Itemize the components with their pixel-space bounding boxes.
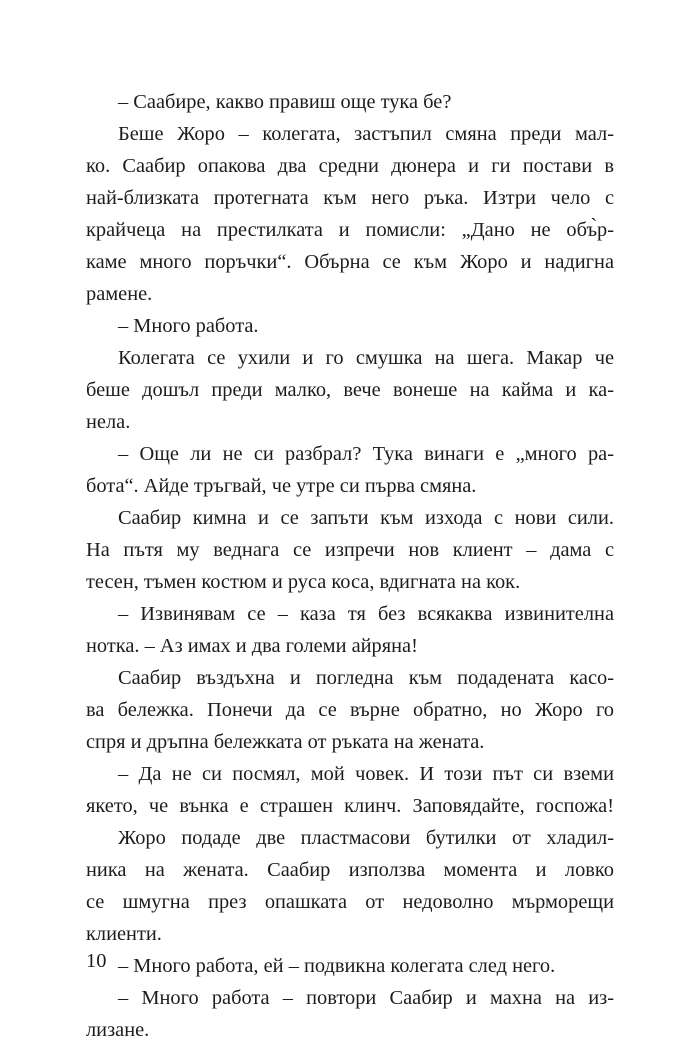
text-line: беше дошъл преди малко, вече вонеше на кайма и ка- bbox=[86, 379, 614, 401]
text-line: – Много работа, ей – подвикна колегата след него. bbox=[118, 955, 556, 977]
text-line: спря и дръпна бележката от ръката на жената. bbox=[86, 731, 485, 753]
text-line: Саабир кимна и се запъти към изхода с нови сили. bbox=[118, 507, 614, 529]
text-line: ника на жената. Саабир използва момента и ловко bbox=[86, 859, 614, 881]
text-line: – Още ли не си разбрал? Тука винаги е „много ра- bbox=[118, 443, 614, 465]
text-line: клиенти. bbox=[86, 923, 162, 945]
text-line: рамене. bbox=[86, 283, 153, 305]
text-line: Саабир въздъхна и погледна към подадената касо- bbox=[118, 667, 614, 689]
text-line: най-близката протегната към него ръка. Изтри чело с bbox=[86, 187, 614, 209]
text-line: нела. bbox=[86, 411, 131, 433]
text-line: якето, че вънка е страшен клинч. Заповядайте, госпожа! bbox=[86, 795, 614, 817]
text-line: – Извинявам се – каза тя без всякаква извинителна bbox=[118, 603, 614, 625]
text-line: се шмугна през опашката от недоволно мърморещи bbox=[86, 891, 614, 913]
book-page-text bbox=[86, 86, 614, 1041]
text-line: – Да не си посмял, мой човек. И този път си вземи bbox=[118, 763, 614, 785]
page-number: 10 bbox=[86, 950, 107, 972]
text-line: – Много работа – повтори Саабир и махна на из- bbox=[118, 987, 614, 1009]
text-line: Беше Жоро – колегата, застъпил смяна преди мал- bbox=[118, 123, 614, 145]
text-line: ва бележка. Понечи да се върне обратно, но Жоро го bbox=[86, 699, 614, 721]
text-line: Колегата се ухили и го смушка на шега. Макар че bbox=[118, 347, 614, 369]
text-line: каме много поръчки“. Обърна се към Жоро и надигна bbox=[86, 251, 614, 273]
text-line: Жоро подаде две пластмасови бутилки от хладил- bbox=[118, 827, 614, 849]
text-line: бота“. Айде тръгвай, че утре си първа смяна. bbox=[86, 475, 477, 497]
text-line: крайчеца на престилката и помисли: „Дано не объ̀р- bbox=[86, 219, 614, 241]
text-line: тесен, тъмен костюм и руса коса, вдигната на кок. bbox=[86, 571, 521, 593]
text-line: На пътя му веднага се изпречи нов клиент – дама с bbox=[86, 539, 614, 561]
text-line: ко. Саабир опакова два средни дюнера и ги постави в bbox=[86, 155, 614, 177]
text-line: лизане. bbox=[86, 1019, 150, 1041]
text-line: – Саабире, какво правиш още тука бе? bbox=[118, 91, 452, 113]
text-line: нотка. – Аз имах и два големи айряна! bbox=[86, 635, 418, 657]
text-line: – Много работа. bbox=[118, 315, 259, 337]
